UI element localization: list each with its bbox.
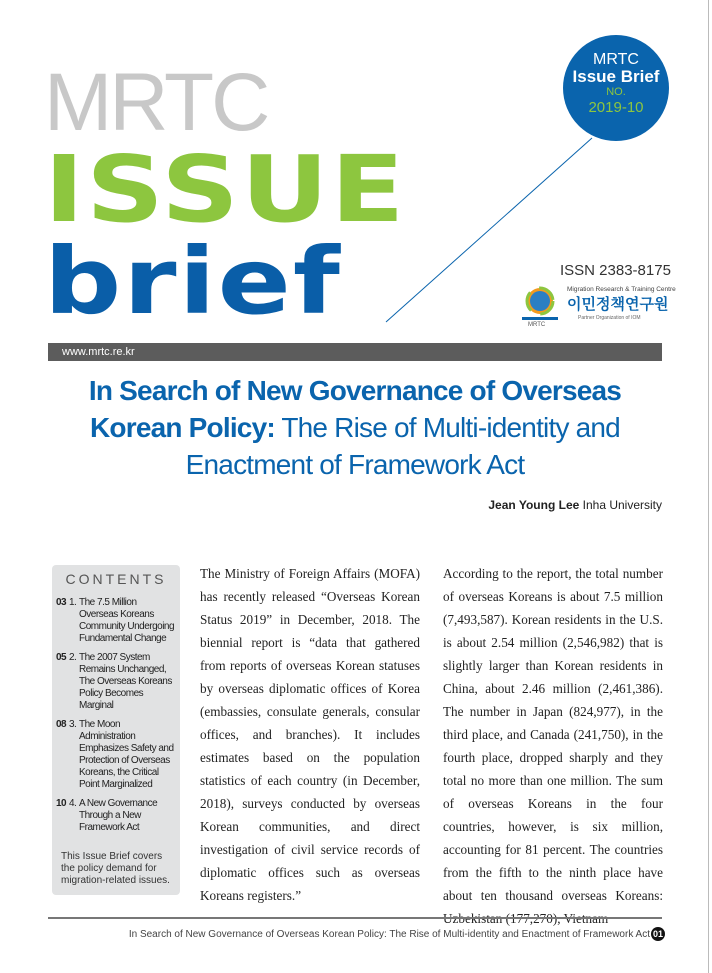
footer-title: In Search of New Governance of Overseas Korean Policy: The Rise of Multi-identity and Enactment of Framework Act — [128, 929, 650, 940]
contents-num: 2. — [69, 652, 77, 663]
contents-text: The Moon Administration Emphasizes Safety and Protection of Overseas Koreans, the Critical Point Marginalized — [79, 719, 174, 790]
page-title: In Search of New Governance of Overseas Korean Policy: The Rise of Multi-identity and Enactment of Framework Act — [88, 375, 622, 480]
contents-note: This Issue Brief covers the policy demand for migration-related issues. — [61, 851, 170, 886]
contents-item[interactable] — [52, 798, 180, 834]
badge-mrtc: MRTC — [593, 51, 639, 68]
website-link[interactable]: www.mrtc.re.kr — [62, 346, 135, 358]
logo-abbr: MRTC — [528, 322, 546, 328]
contents-num: 3. — [69, 719, 77, 730]
contents-num: 4. — [69, 798, 77, 809]
masthead-brief: brief — [44, 228, 342, 336]
contents-page: 05 — [56, 652, 67, 663]
contents-num: 1. — [69, 597, 77, 608]
badge-number: 2019-10 — [588, 99, 644, 116]
contents-text: The 7.5 Million Overseas Koreans Community Undergoing Fundamental Change — [79, 597, 175, 644]
contents-item[interactable] — [52, 719, 180, 791]
issn: ISSN 2383-8175 — [560, 262, 671, 279]
contents-item[interactable] — [52, 597, 180, 645]
logo-kr: 이민정책연구원 — [567, 295, 669, 313]
contents-text: A New Governance Through a New Framework Act — [79, 798, 158, 833]
website-bar — [48, 343, 662, 361]
mrtc-logo — [520, 284, 676, 329]
logo-partner: Partner Organization of IOM — [578, 315, 641, 321]
contents-heading: CONTENTS — [65, 571, 167, 587]
footer-divider — [48, 917, 662, 919]
badge-no: NO. — [606, 86, 626, 98]
contents-page: 10 — [56, 798, 67, 809]
logo-en: Migration Research & Training Centre — [567, 286, 676, 293]
contents-text: The 2007 System Remains Unchanged, The Overseas Koreans Policy Becomes Marginal — [79, 652, 172, 711]
badge-issue-brief: Issue Brief — [572, 67, 660, 86]
contents-page: 03 — [56, 597, 67, 608]
issue-badge — [563, 35, 669, 141]
contents-box — [52, 565, 180, 895]
page-number: 01 — [652, 929, 663, 939]
body-column-1: The Ministry of Foreign Affairs (MOFA) has recently released “Overseas Korean Status 2019” in December, 2018. The biennial report is “data that gathered from reports of overseas Korean statuses by overseas diplomatic offices of Korea (embassies, consulate generals, consular offices, and branches). It includes estimates based on the population statistics of each country (in December, 2018), surveys conducted by overseas Korean communities, and direct investigation of civil service records of diplomatic offices such as overseas Koreans registers.” — [200, 566, 420, 903]
contents-page: 08 — [56, 719, 67, 730]
author: Jean Young Lee Inha University — [488, 498, 662, 512]
body-column-2: According to the report, the total number of overseas Koreans is about 7.5 million (7,493,587). Korean residents in the U.S. is about 2.54 million (2,546,982) that is slightly larger than Korean residents in China, about 2.46 million (2,461,386). The number in Japan (824,977), in the third place, and Canada (241,750), in the fourth place, dropped sharply and they total no more than one million. The sum of overseas Koreans in the four countries, however, is six million, accounting for 81 percent. The countries from the fifth to the ninth place have about ten thousand overseas Koreans: — [443, 566, 663, 903]
masthead-issue: ISSUE — [44, 136, 407, 244]
contents-item[interactable] — [52, 652, 180, 712]
masthead-mrtc: MRTC — [44, 57, 268, 148]
